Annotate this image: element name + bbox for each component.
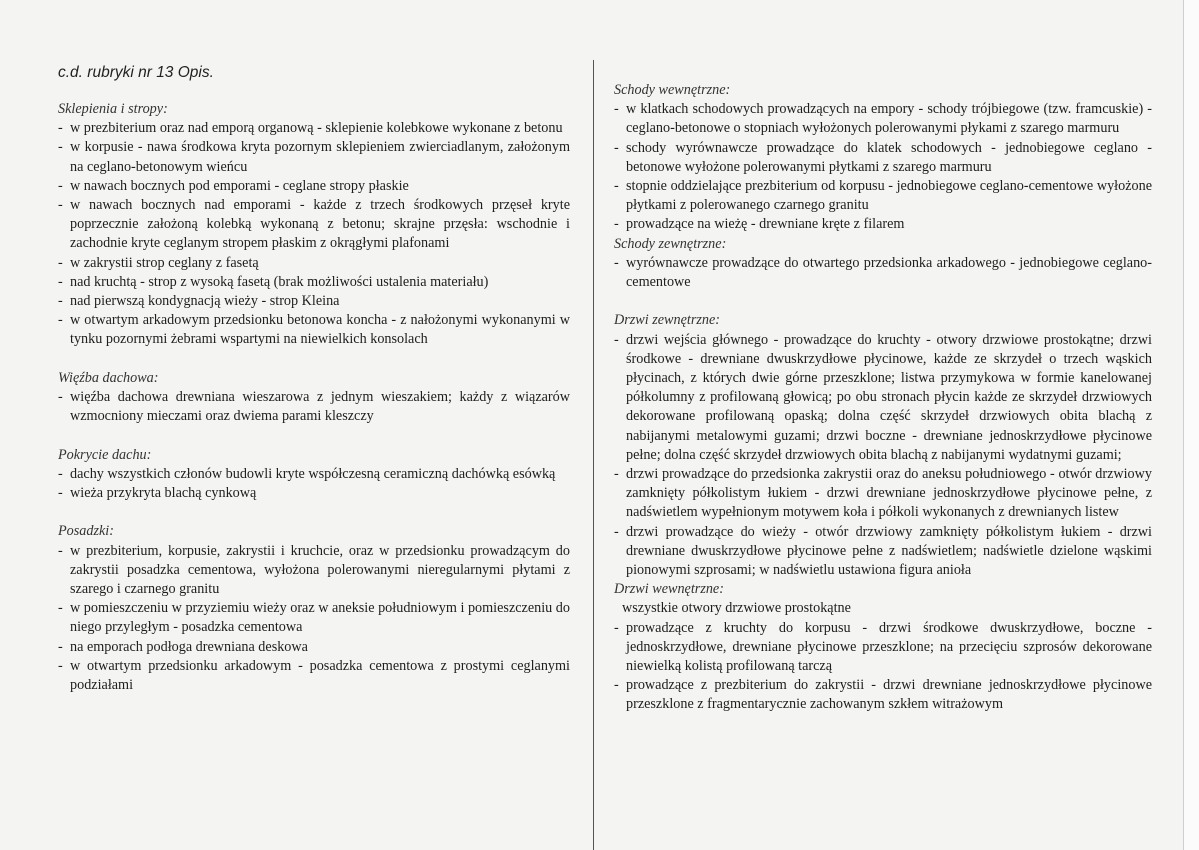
list-item-text: wyrównawcze prowadzące do otwartego przedsionka arkadowego - jednobiegowe ceglano-cementowe	[626, 254, 1152, 291]
list-item-text: więźba dachowa drewniana wieszarowa z jednym wieszakiem; każdy z wiązarów wzmocniony mieczami oraz dwiema parami kleszczy	[70, 389, 570, 425]
section-schody-zewnetrzne	[614, 235, 1152, 293]
dash-marker: -	[58, 177, 63, 194]
list-item	[614, 676, 1152, 714]
section-heading: Schody wewnętrzne:	[614, 82, 731, 98]
list-item	[58, 599, 570, 637]
list-item-text: nad kruchtą - strop z wysoką fasetą (brak możliwości ustalenia materiału)	[70, 273, 489, 290]
list-item	[58, 311, 570, 349]
section-heading: Sklepienia i stropy:	[58, 101, 168, 117]
list-item	[58, 638, 570, 657]
list-item	[614, 523, 1152, 581]
list-item	[58, 196, 570, 254]
list-item-text: prowadzące na wieżę - drewniane kręte z filarem	[626, 216, 905, 233]
list-item	[614, 100, 1152, 138]
list-item	[614, 139, 1152, 177]
section-wiezba-dachowa	[58, 369, 570, 427]
section-heading: Drzwi zewnętrzne:	[614, 312, 721, 329]
list-item	[58, 542, 570, 600]
list-item	[58, 119, 570, 138]
section-heading: Drzwi wewnętrzne:	[614, 581, 724, 598]
list-item	[614, 177, 1152, 215]
dash-marker: -	[58, 120, 63, 137]
section-spacer	[58, 350, 570, 369]
section-pokrycie-dachu	[58, 446, 570, 504]
dash-marker: -	[58, 485, 63, 502]
list-item-text: drzwi prowadzące do wieży - otwór drzwiowy zamknięty półkolistym łukiem - drzwi drewniane dwuskrzydłowe płycinowe pełne z nadświetlem; nadświetle dzielone wąskimi pionowymi szprosami; w nadświetlu ustawiona figura anioła	[626, 523, 1152, 579]
list-item	[58, 177, 570, 196]
list-item	[58, 465, 570, 484]
list-item-text: wieża przykryta blachą cynkową	[70, 485, 257, 502]
section-heading: Pokrycie dachu:	[58, 446, 152, 463]
section-heading: Więźba dachowa:	[58, 369, 159, 386]
dash-marker: -	[58, 389, 63, 406]
list-item	[614, 465, 1152, 523]
list-item	[614, 331, 1152, 465]
list-item-text: w korpusie - nawa środkowa kryta pozornym sklepieniem zwierciadlanym, założonym na ceglano-betonowym wieńcu	[70, 139, 570, 175]
dash-marker: -	[614, 331, 619, 348]
dash-marker: -	[614, 466, 619, 483]
section-spacer	[58, 426, 570, 445]
dash-marker: -	[58, 139, 63, 156]
list-item-text: w otwartym przedsionku arkadowym - posadzka cementowa z prostymi ceglanymi podziałami	[70, 657, 570, 694]
list-item	[58, 254, 570, 273]
section-sklepienia-i-stropy	[58, 100, 570, 350]
list-item-text: na emporach podłoga drewniana deskowa	[70, 638, 308, 655]
right-column	[614, 81, 1152, 715]
dash-marker: -	[614, 619, 619, 636]
list-item	[58, 657, 570, 695]
dash-marker: -	[58, 312, 63, 329]
dash-marker: -	[614, 139, 619, 156]
list-item-text: w prezbiterium oraz nad emporą organową - sklepienie kolebkowe wykonane z betonu	[70, 120, 563, 137]
list-item-text: w pomieszczeniu w przyziemiu wieży oraz w aneksie południowym i pomieszczeniu do niego przyległym - posadzka cementowa	[70, 600, 570, 636]
dash-marker: -	[614, 254, 619, 271]
section-drzwi-wewnetrzne	[614, 580, 1152, 714]
dash-marker: -	[58, 542, 63, 559]
section-drzwi-zewnetrzne	[614, 311, 1152, 580]
list-item-text: nad pierwszą kondygnacją wieży - strop Kleina	[70, 293, 340, 310]
plain-line: wszystkie otwory drzwiowe prostokątne	[622, 600, 851, 617]
dash-marker: -	[58, 465, 63, 482]
page-header: c.d. rubryki nr 13 Opis.	[58, 64, 214, 81]
dash-marker: -	[614, 101, 619, 118]
dash-marker: -	[614, 677, 619, 694]
list-item	[58, 484, 570, 503]
list-item-text: schody wyrównawcze prowadzące do klatek schodowych - jednobiegowe ceglano - betonowe wyłożone polerowanymi płytkami z szarego marmuru	[626, 139, 1152, 175]
list-item	[58, 273, 570, 292]
list-item-text: prowadzące z prezbiterium do zakrystii - drzwi drewniane jednoskrzydłowe płycinowe przeszklone z fragmentarycznie zachowanym szkłem witrażowym	[626, 677, 1152, 713]
list-item-text: drzwi prowadzące do przedsionka zakrystii oraz do aneksu południowego - otwór drzwiowy zamknięty półkolistym łukiem - drzwi drewniane jednoskrzydłowe płycinowe pełne, z nadświetlem wypełnionym motywem koła i półkoli wykonanych z drewnianych listew	[626, 466, 1152, 521]
page-edge	[1183, 0, 1199, 850]
section-schody-wewnetrzne	[614, 81, 1152, 235]
list-item-text: dachy wszystkich członów budowli kryte współczesną ceramiczną dachówką esówką	[70, 465, 556, 482]
list-item-text: stopnie oddzielające prezbiterium od korpusu - jednobiegowe ceglano-cementowe wyłożone płytkami z polerowanego czarnego granitu	[626, 178, 1152, 214]
dash-marker: -	[614, 178, 619, 195]
list-item	[614, 215, 1152, 234]
dash-marker: -	[58, 197, 63, 214]
section-heading: Posadzki:	[58, 523, 114, 540]
dash-marker: -	[58, 657, 63, 674]
list-item-text: drzwi wejścia głównego - prowadzące do kruchty - otwory drzwiowe prostokątne; drzwi środkowe - drewniane dwuskrzydłowe płycinowe, każde ze skrzydeł o trzech wąskich płycinach, z których dwie górne przeszklone; listwa przymykowa w formie kanelowanej półkolumny z profilowaną głowicą; po obu stronach płycin każde ze skrzydeł drzwiowych dekorowane profilowaną opaską; dolna część skrzydeł drzwiowych obita blachą z nabijanymi metalowymi guzami; drzwi boczne - drewniane jednoskrzydłowe płycinowe pełne; dolna część skrzydeł drzwiowych obita blachą z nabijanymi wydatnymi guzami;	[626, 331, 1152, 463]
list-item	[614, 254, 1152, 292]
section-spacer	[614, 292, 1152, 311]
dash-marker: -	[614, 523, 619, 540]
section-posadzki	[58, 522, 570, 695]
list-item	[58, 138, 570, 176]
list-item-text: w nawach bocznych nad emporami - każde z trzech środkowych przęseł kryte poprzecznie założoną kolebką wykonaną z betonu; skrajne przęsła: wschodnie i zachodnie kryte ceglanym stropem płaskim z okrągłymi plafonami	[70, 197, 570, 252]
column-divider	[593, 60, 594, 850]
list-item-text: w otwartym arkadowym przedsionku betonowa koncha - z nałożonymi wykonanymi w tynku pozornymi żebrami wspartymi na niewielkich konsolach	[70, 312, 570, 348]
list-item	[58, 388, 570, 426]
list-item-text: w klatkach schodowych prowadzących na empory - schody trójbiegowe (tzw. framcuskie) - ceglano-betonowe o stopniach wyłożonych polerowanymi płykami z szarego marmuru	[626, 101, 1152, 137]
section-spacer	[58, 503, 570, 522]
list-item	[58, 292, 570, 311]
list-item	[614, 619, 1152, 677]
dash-marker: -	[614, 216, 619, 233]
list-item-text: w nawach bocznych pod emporami - ceglane stropy płaskie	[70, 177, 409, 194]
dash-marker: -	[58, 638, 63, 655]
list-item-text: w zakrystii strop ceglany z fasetą	[70, 254, 259, 271]
dash-marker: -	[58, 254, 63, 271]
left-column	[58, 100, 570, 695]
section-heading: Schody zewnętrzne:	[614, 235, 727, 252]
dash-marker: -	[58, 600, 63, 617]
list-item-text: prowadzące z kruchty do korpusu - drzwi środkowe dwuskrzydłowe, boczne - jednoskrzydłowe, drewniane płycinowe przeszklone; na przecięciu szprosów dekorowane niewielką kolistą profilowaną tarczą	[626, 619, 1152, 675]
dash-marker: -	[58, 293, 63, 310]
dash-marker: -	[58, 273, 63, 290]
list-item-text: w prezbiterium, korpusie, zakrystii i kruchcie, oraz w przedsionku prowadzącym do zakrystii posadzka cementowa, wyłożona polerowanymi nieregularnymi płytami z szarego i czarnego granitu	[70, 542, 570, 598]
